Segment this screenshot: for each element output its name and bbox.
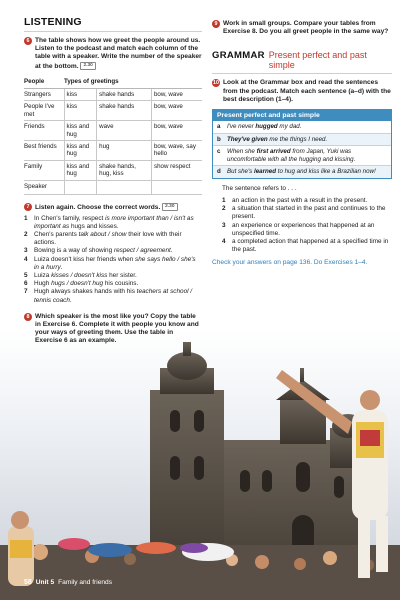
- item-number: 4: [24, 255, 28, 263]
- exercise-7-instruction: [35, 203, 178, 212]
- list-item: [24, 280, 202, 288]
- item-text: an experience or experiences that happened at an unspecified time.: [232, 221, 375, 237]
- header-people: People: [24, 76, 64, 89]
- word-choice[interactable]: hugs / doesn't hug: [51, 280, 104, 288]
- word-choice[interactable]: teachers at school / tennis coach: [34, 288, 193, 304]
- sentence-text: me the things I need.: [267, 135, 328, 143]
- list-item: [24, 231, 202, 247]
- header-types: Types of greetings: [64, 76, 202, 89]
- item-text: .: [60, 263, 63, 271]
- right-column: [212, 20, 392, 266]
- refers-to-text: The sentence refers to . . .: [222, 184, 297, 192]
- table-row: [24, 88, 202, 100]
- exercise-number: 9: [212, 20, 220, 28]
- page-number: 58: [24, 579, 32, 586]
- list-item: [222, 238, 392, 254]
- greeting-cell: kiss and hug: [64, 160, 97, 180]
- list-item: [24, 247, 202, 255]
- table-header-row: [24, 76, 202, 89]
- table-row: [24, 141, 202, 161]
- sentence-letter: a: [217, 123, 221, 131]
- item-text: Hugh: [34, 280, 52, 288]
- item-text: .: [170, 247, 173, 255]
- exercise-7: [24, 203, 202, 212]
- photo-illustration: [0, 330, 400, 600]
- exercise-number: 7: [24, 203, 32, 211]
- exercise-number: 8: [24, 313, 32, 321]
- greeting-cell: hug: [97, 141, 152, 161]
- list-item: [222, 222, 392, 238]
- exercise-9: [212, 20, 392, 36]
- unit-title: Family and friends: [58, 579, 112, 586]
- item-number: 7: [24, 288, 28, 296]
- unit-label: Unit 5: [35, 579, 55, 586]
- word-choice[interactable]: is more important than / isn't as important as: [34, 214, 194, 230]
- word-choice[interactable]: talk about / show: [78, 230, 127, 238]
- table-row: [24, 121, 202, 141]
- item-text: Luiza: [34, 272, 52, 279]
- item-text: a situation that started in the past and continues to the present.: [232, 205, 386, 221]
- greeting-cell: shake hands, hug, kiss: [97, 160, 152, 180]
- item-text: .: [69, 296, 72, 304]
- item-text: an action in the past with a result in the present.: [232, 196, 368, 204]
- item-text: their love with their actions.: [34, 230, 182, 247]
- item-number: 3: [222, 221, 226, 229]
- exercise-10-text: Look at the Grammar box and read the sentences from the podcast. Match each sentence (a–d) with the best description (1–4).: [223, 79, 391, 103]
- exercise-8-text: Which speaker is the most like you? Copy the table in Exercise 6. Complete it with people you know and your ways of greeting them. Use the table in Exercise 6 as an example.: [35, 312, 199, 345]
- greeting-cell: show respect: [151, 160, 202, 180]
- greeting-cell: kiss: [64, 88, 97, 100]
- cathedral-festival-photo: [0, 330, 400, 600]
- greeting-cell: wave: [97, 121, 152, 141]
- exercise-6: [24, 37, 202, 71]
- item-number: 2: [24, 230, 28, 238]
- exercise-10: [212, 79, 392, 104]
- sentence-letter: c: [217, 148, 221, 156]
- description-list: [212, 197, 392, 254]
- word-choice[interactable]: kisses / doesn't kiss: [51, 272, 108, 279]
- grammar-sentence: [213, 134, 391, 147]
- item-text: her sister.: [107, 272, 137, 279]
- list-item: [222, 205, 392, 221]
- exercise-7-text: Listen again. Choose the correct words.: [35, 203, 161, 211]
- check-answers-link[interactable]: Check your answers on page 136. Do Exercises 1–4.: [212, 259, 368, 267]
- audio-track-badge[interactable]: 2.30: [80, 62, 95, 70]
- grammar-sentence: [213, 121, 391, 134]
- item-text: Bowing is a way of showing: [34, 247, 114, 255]
- sentence-letter: d: [217, 168, 221, 176]
- item-text: Luiza doesn't kiss her friends when: [34, 255, 136, 263]
- table-row: [24, 101, 202, 121]
- table-row: [24, 160, 202, 180]
- grammar-label: GRAMMAR: [212, 50, 265, 62]
- greeting-cell: bow, wave, say hello: [151, 141, 202, 161]
- person-cell: Speaker: [24, 180, 64, 194]
- grammar-topic: Present perfect and past simple: [268, 50, 367, 71]
- exercise-number: 6: [24, 37, 32, 45]
- exercise-8: [24, 313, 202, 346]
- person-cell: People I've met: [24, 101, 64, 121]
- greeting-cell: kiss and hug: [64, 141, 97, 161]
- greeting-cell: bow, wave: [151, 88, 202, 100]
- person-cell: Family: [24, 160, 64, 180]
- greeting-cell: kiss and hug: [64, 121, 97, 141]
- sentence-text: my dad.: [277, 123, 302, 131]
- item-text: his cousins.: [103, 280, 139, 288]
- exercise-7-items: [24, 215, 202, 305]
- list-item: [24, 288, 202, 304]
- greeting-cell: shake hands: [97, 88, 152, 100]
- speaker-answer-cell[interactable]: [151, 180, 202, 194]
- audio-track-badge[interactable]: 2.30: [162, 203, 177, 211]
- grammar-sentence: [213, 166, 391, 178]
- heading-rule: [212, 73, 392, 74]
- item-number: 1: [24, 214, 28, 222]
- greeting-cell: bow, wave: [151, 121, 202, 141]
- grammar-heading: [212, 50, 392, 70]
- item-number: 1: [222, 196, 226, 204]
- item-number: 3: [24, 247, 28, 255]
- item-text: Chen's parents: [34, 230, 79, 238]
- listening-heading: LISTENING: [24, 16, 82, 28]
- person-cell: Best friends: [24, 141, 64, 161]
- exercise-number: 10: [213, 80, 219, 87]
- speaker-answer-cell[interactable]: [97, 180, 152, 194]
- page-footer: [24, 579, 112, 586]
- sentence-text: I've never: [227, 123, 256, 131]
- item-number: 6: [24, 280, 28, 288]
- sentence-verb: first arrived: [256, 148, 291, 156]
- word-choice[interactable]: she says hello / she's in a hurry: [34, 255, 196, 271]
- person-cell: Strangers: [24, 88, 64, 100]
- item-text: hugs and kisses.: [69, 222, 119, 230]
- greeting-cell: shake hands: [97, 101, 152, 121]
- list-item: [24, 256, 202, 272]
- greeting-cell: kiss: [64, 101, 97, 121]
- greeting-cell: bow, wave: [151, 101, 202, 121]
- list-item: [24, 215, 202, 231]
- sentence-text: to hug and kiss like a Brazilian now!: [276, 168, 376, 176]
- speaker-row: [24, 180, 202, 194]
- sentence-text: from Japan, Yuki was uncomfortable with all the hugging and kissing.: [227, 148, 356, 163]
- list-item: [222, 197, 392, 205]
- exercise-6-instruction: [35, 37, 202, 71]
- grammar-sentence: [213, 146, 391, 166]
- greetings-table: [24, 76, 202, 195]
- left-column: [24, 16, 202, 346]
- sentence-text: When she: [227, 148, 257, 156]
- person-cell: Friends: [24, 121, 64, 141]
- word-choice[interactable]: respect / agreement: [113, 247, 171, 255]
- sentence-verb: learned: [253, 168, 276, 176]
- item-text: a completed action that happened at a specified time in the past.: [232, 238, 389, 254]
- heading-rule: [24, 31, 202, 32]
- sentence-verb: They've given: [227, 135, 268, 143]
- item-number: 4: [222, 238, 226, 245]
- exercise-6-text: The table shows how we greet the people around us. Listen to the podcast and match each column of the table with a speaker. Write the number of the speaker at the bottom.: [35, 37, 202, 70]
- grammar-box: [212, 109, 392, 179]
- item-text: Hugh always shakes hands with his: [34, 288, 137, 296]
- grammar-box-title: Present perfect and past simple: [213, 110, 391, 121]
- item-number: 2: [222, 205, 226, 213]
- exercise-9-text: Work in small groups. Compare your tables from Exercise 8. Do you all greet people in the same way?: [223, 20, 389, 36]
- sentence-letter: b: [217, 135, 221, 143]
- item-number: 5: [24, 272, 28, 279]
- item-text: In Chen's family, respect: [34, 214, 106, 222]
- sentence-text: But she's: [227, 168, 254, 176]
- sentence-verb: hugged: [255, 123, 278, 131]
- list-item: [24, 272, 202, 280]
- speaker-answer-cell[interactable]: [64, 180, 97, 194]
